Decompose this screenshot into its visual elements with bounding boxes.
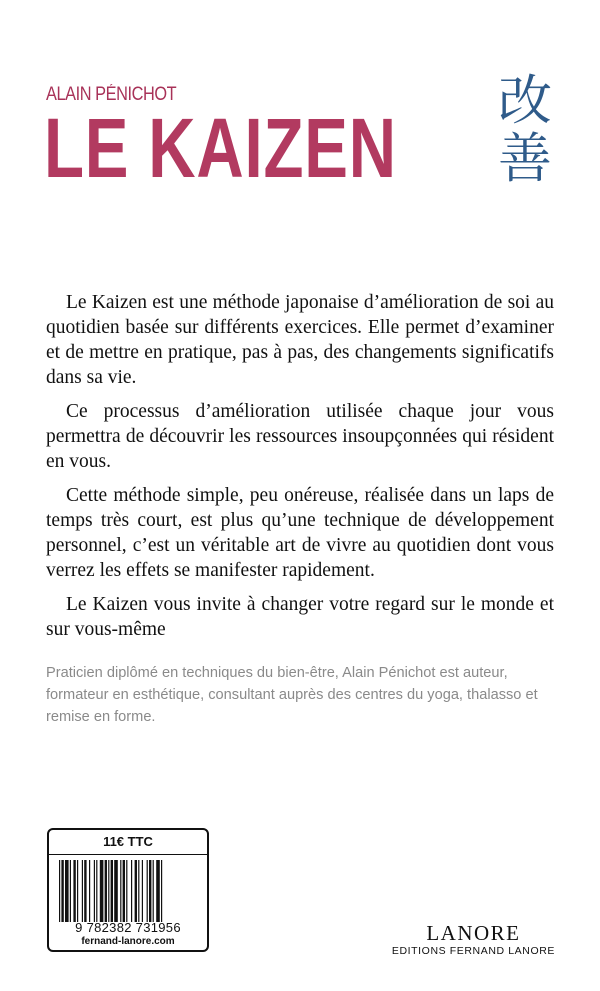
publisher-block — [392, 922, 555, 958]
barcode-box — [47, 828, 209, 952]
price-label: 11€ TTC — [103, 834, 153, 849]
publisher-website: fernand-lanore.com — [81, 936, 175, 947]
kanji-block — [494, 69, 556, 190]
blurb-paragraph: Le Kaizen vous invite à changer votre regard sur le monde et sur vous-même — [46, 594, 554, 640]
isbn-number: 9 782382 731956 — [75, 920, 181, 935]
author-name: ALAIN PÉNICHOT — [46, 84, 177, 105]
blurb — [46, 290, 554, 651]
kanji-zen: 善 — [498, 127, 552, 190]
price-divider — [49, 854, 207, 855]
publisher-logo: LANORE — [426, 921, 521, 945]
blurb-paragraph: Cette méthode simple, peu onéreuse, réalisée dans un laps de temps très court, est plus qu’une technique de développement personnel, c’est un véritable art de vivre au quotidien dont vous verrez les effets se manifester rapidement. — [46, 485, 554, 581]
blurb-paragraph: Le Kaizen est une méthode japonaise d’amélioration de soi au quotidien basée sur différents exercices. Elle permet d’examiner et de mettre en pratique, pas à pas, des changements significatifs dans sa vie. — [46, 292, 554, 388]
publisher-name: EDITIONS FERNAND LANORE — [391, 945, 555, 957]
author-bio: Praticien diplômé en techniques du bien-être, Alain Pénichot est auteur, formateur en esthétique, consultant auprès des centres du yoga, thalasso et remise en forme. — [46, 665, 538, 725]
kanji-kai: 改 — [498, 69, 552, 132]
blurb-paragraph: Ce processus d’amélioration utilisée chaque jour vous permettra de découvrir les ressources insoupçonnées qui résident en vous. — [46, 401, 554, 472]
book-title: LE KAIZEN — [44, 101, 397, 195]
barcode-icon — [59, 860, 199, 922]
